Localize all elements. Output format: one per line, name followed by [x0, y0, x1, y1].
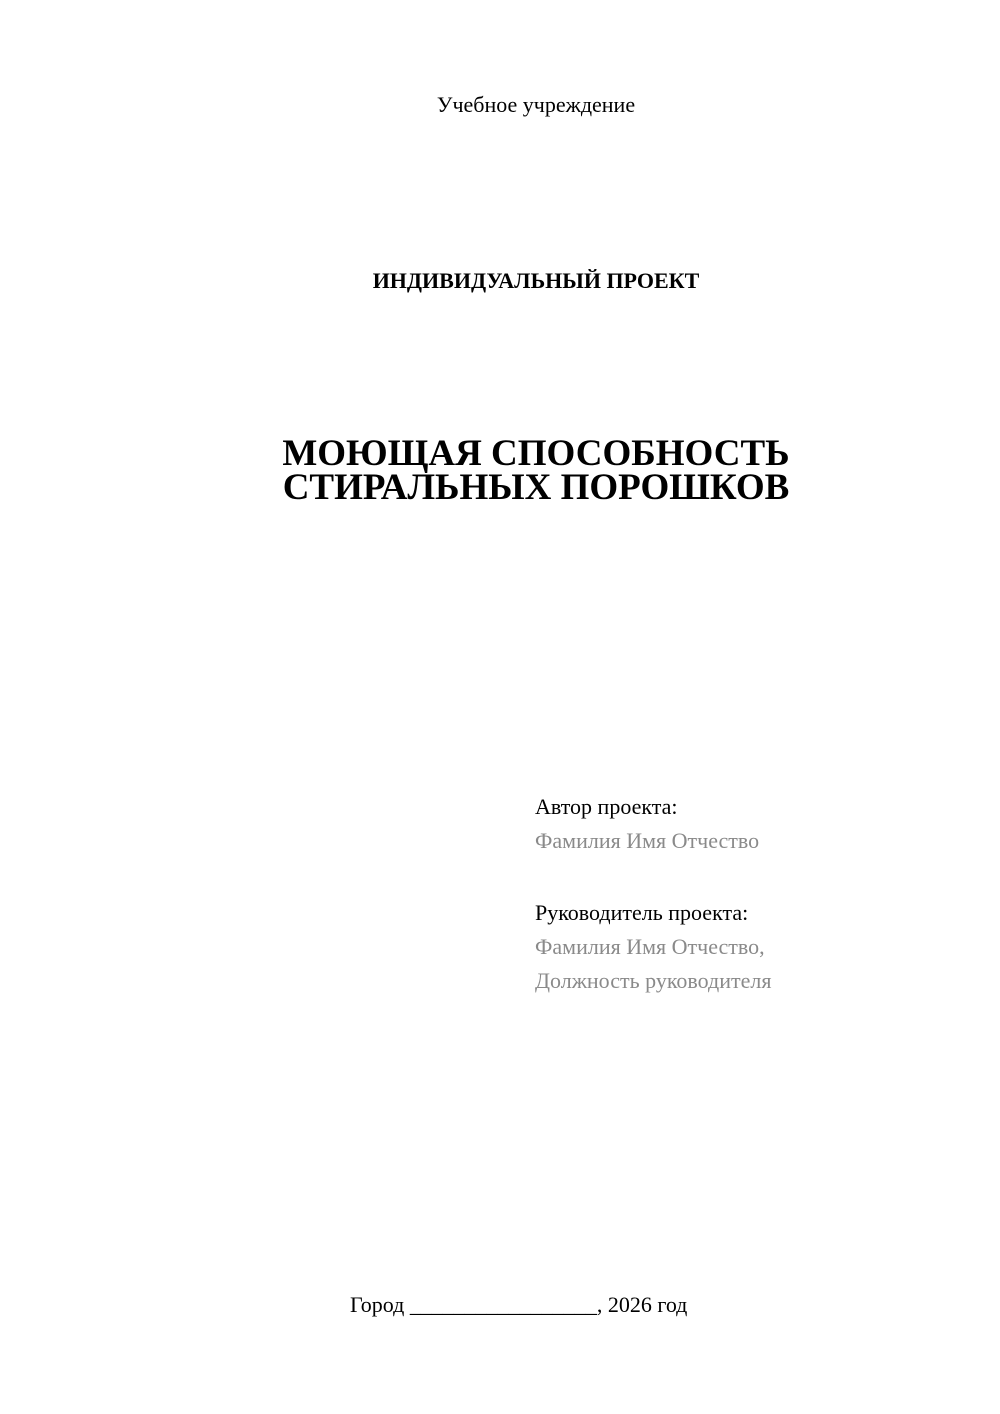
city-year-footer: Город _________________, 2026 год	[350, 1292, 688, 1317]
project-title-line-2: СТИРАЛЬНЫХ ПОРОШКОВ	[282, 467, 790, 508]
institution-name: Учебное учреждение	[436, 92, 636, 117]
supervisor-position: Должность руководителя	[535, 968, 772, 993]
author-label: Автор проекта:	[535, 794, 678, 819]
project-info-block	[535, 790, 975, 998]
project-title	[0, 433, 1000, 508]
author-name: Фамилия Имя Отчество	[535, 828, 760, 853]
project-title-line-1: МОЮЩАЯ СПОСОБНОСТЬ	[282, 433, 790, 474]
project-type-heading: ИНДИВИДУАЛЬНЫЙ ПРОЕКТ	[372, 268, 700, 293]
info-spacer	[535, 858, 975, 896]
supervisor-name: Фамилия Имя Отчество,	[535, 934, 765, 959]
supervisor-label: Руководитель проекта:	[535, 900, 749, 925]
